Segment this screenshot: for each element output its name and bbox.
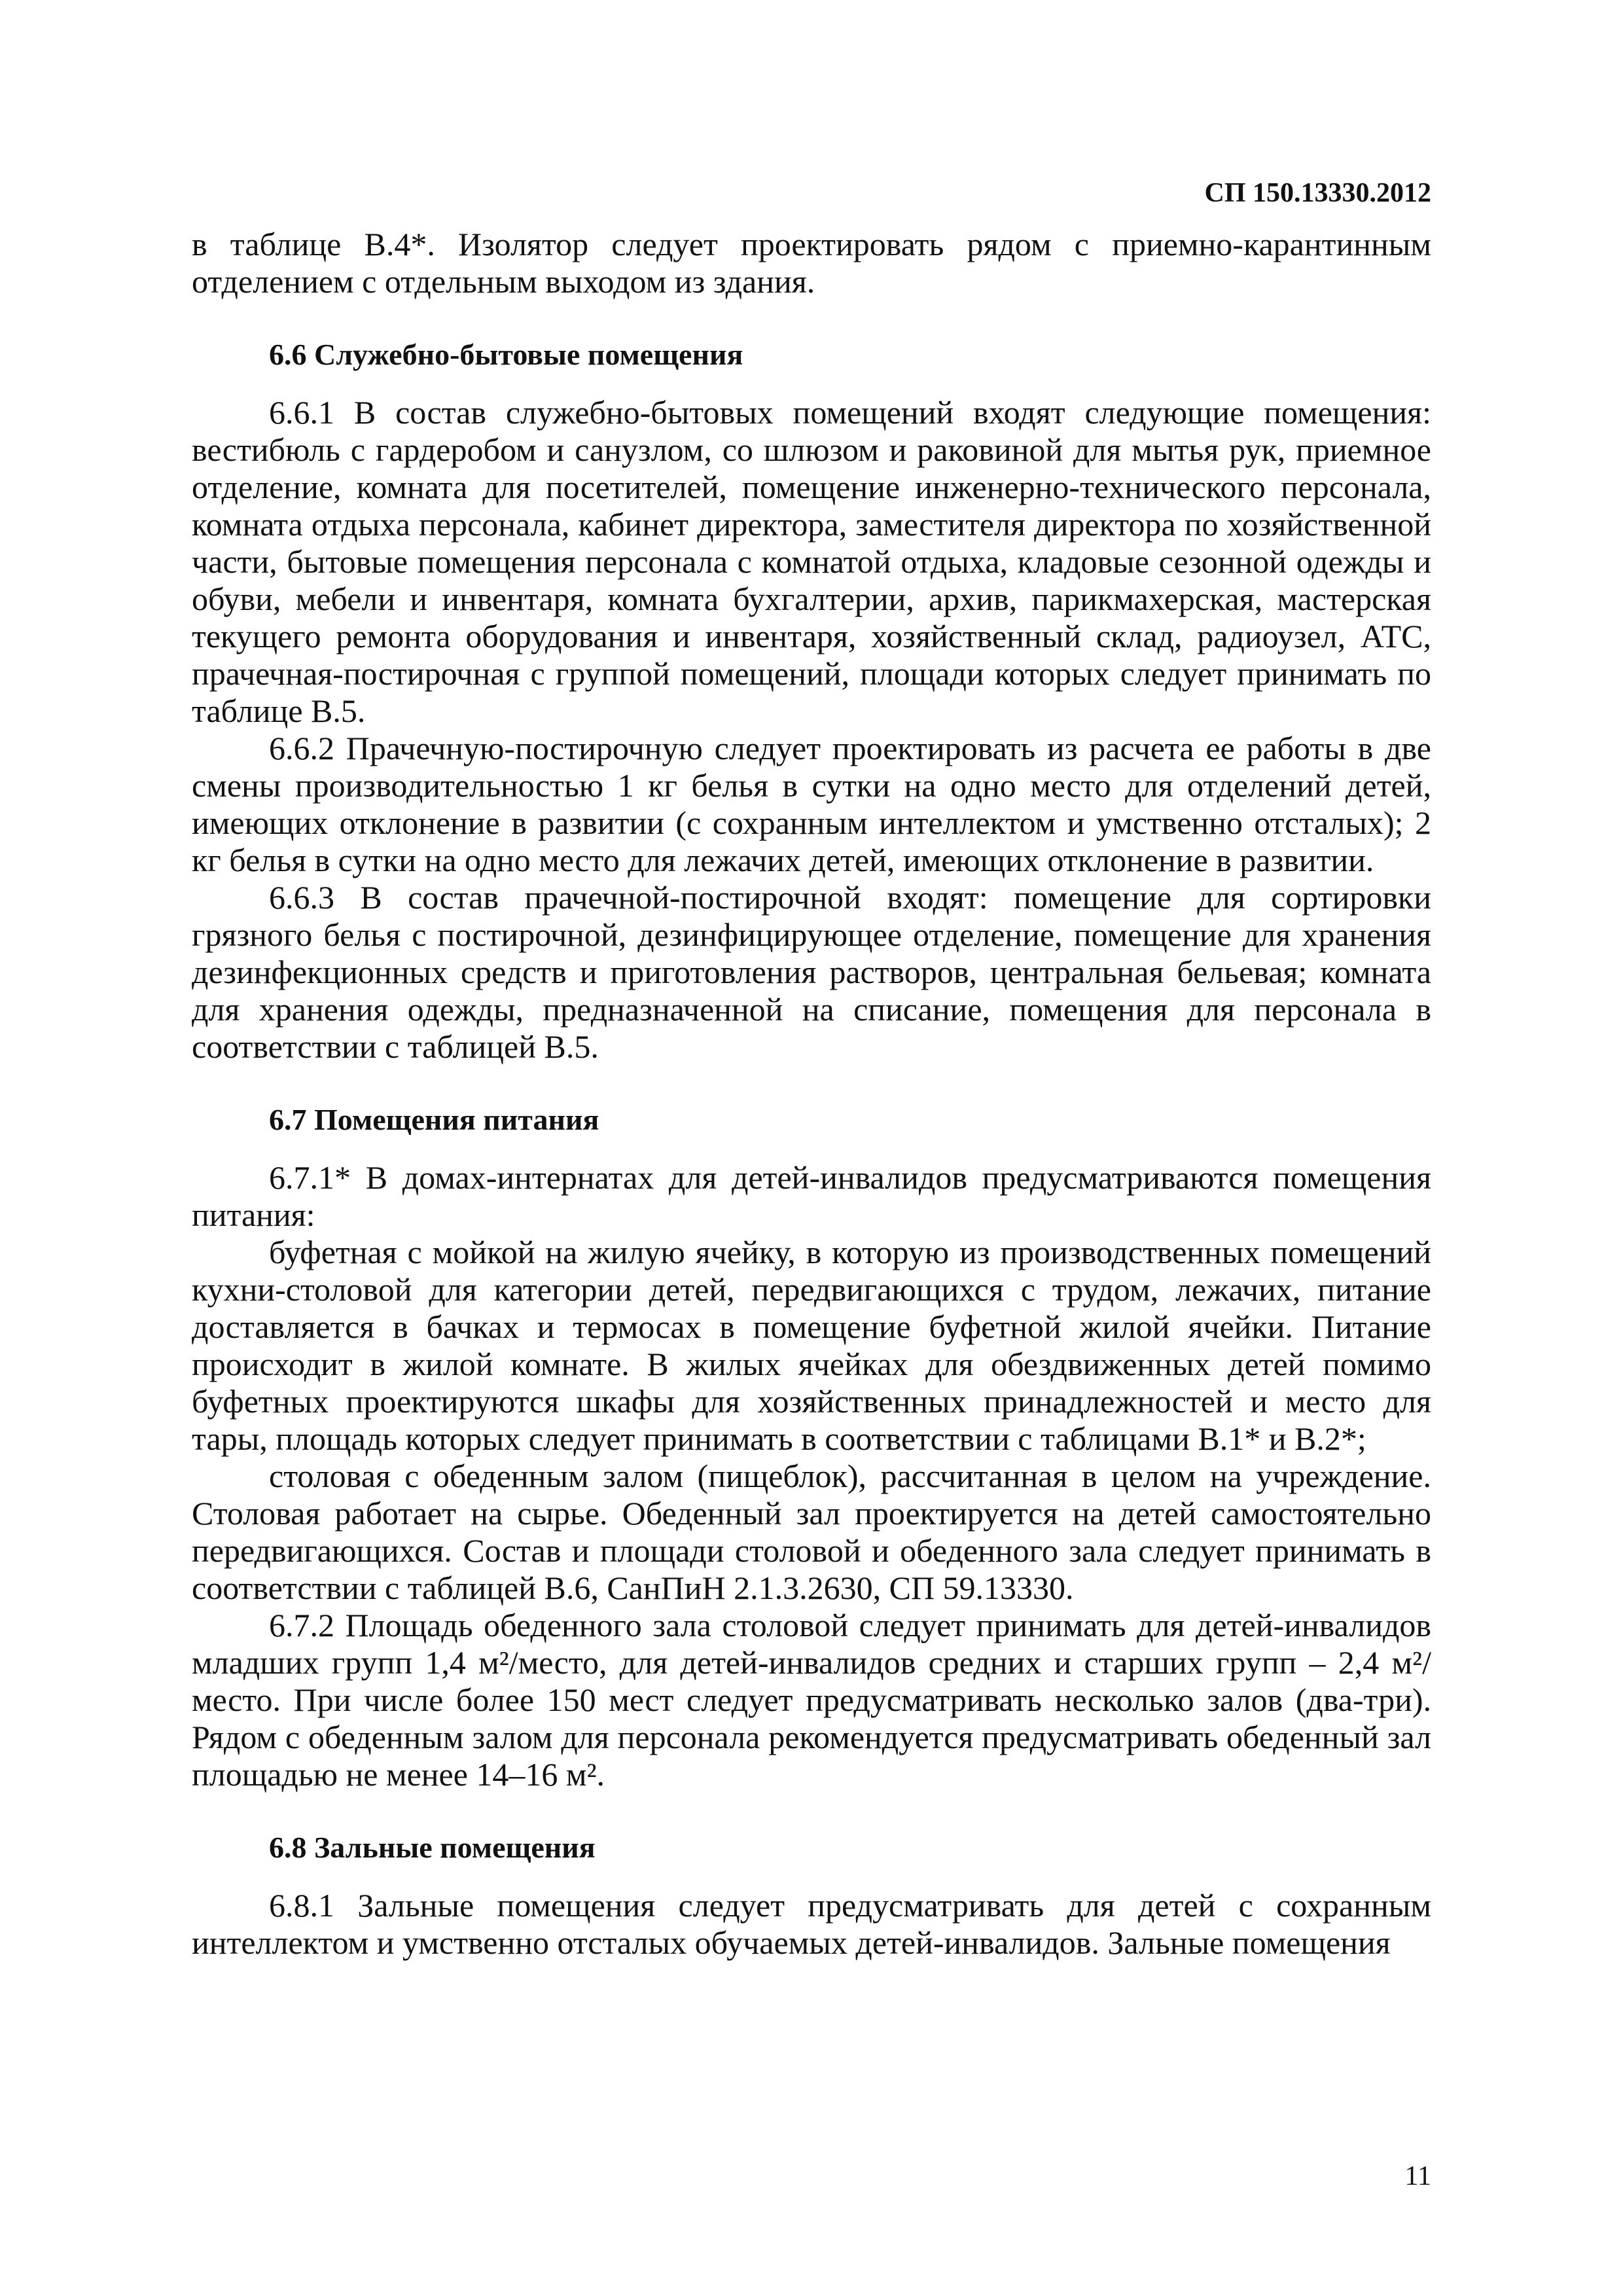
paragraph-6-6-3: 6.6.3 В состав прачечной-постирочной входят: помещение для сортировки грязного белья с постирочной, дезинфицирующее отделение, помещение для хранения дезинфекционных средств и приготовления растворов, центральная бельевая; комната для хранения одежды, предназначенной на списание, помещения для персонала в соответствии с таблицей В.5. <box>192 879 1431 1065</box>
paragraph-continuation: в таблице В.4*. Изолятор следует проектировать рядом с приемно-карантинным отделением с отдельным выходом из здания. <box>192 226 1431 300</box>
section-heading-6-8: 6.8 Зальные помещения <box>269 1831 596 1864</box>
paragraph-6-6-2: 6.6.2 Прачечную-постирочную следует проектировать из расчета ее работы в две смены производительностью 1 кг белья в сутки на одно место для отделений детей, имеющих отклонение в развитии (с сохранным интеллектом и умственно отсталых); 2 кг белья в сутки на одно место для лежачих детей, имеющих отклонение в развитии. <box>192 730 1431 878</box>
section-heading-6-7: 6.7 Помещения питания <box>269 1103 599 1136</box>
paragraph-6-7-1: 6.7.1* В домах-интернатах для детей-инвалидов предусматриваются помещения питания: <box>192 1159 1431 1233</box>
paragraph-6-7-1-buffet: буфетная с мойкой на жилую ячейку, в которую из производственных помещений кухни-столовой для категории детей, передвигающихся с трудом, лежачих, питание доставляется в бачках и термосах в помещение буфетной жилой ячейки. Питание происходит в жилой комнате. В жилых ячейках для обездвиженных детей помимо буфетных проектируются шкафы для хозяйственных принадлежностей и место для тары, площадь которых следует принимать в соответствии с таблицами В.1* и В.2*; <box>192 1234 1431 1457</box>
page-number: 11 <box>1404 2161 1431 2191</box>
document-body <box>192 226 1431 1962</box>
section-heading-6-6: 6.6 Служебно-бытовые помещения <box>269 338 743 371</box>
document-code-header: СП 150.13330.2012 <box>1204 178 1431 208</box>
paragraph-6-8-1: 6.8.1 Зальные помещения следует предусматривать для детей с сохранным интеллектом и умственно отсталых обучаемых детей-инвалидов. Зальные помещения <box>192 1887 1431 1961</box>
paragraph-6-7-1-canteen: столовая с обеденным залом (пищеблок), рассчитанная в целом на учреждение. Столовая работает на сырье. Обеденный зал проектируется на детей самостоятельно передвигающихся. Состав и площади столовой и обеденного зала следует принимать в соответствии с таблицей В.6, СанПиН 2.1.3.2630, СП 59.13330. <box>192 1458 1431 1606</box>
paragraph-6-7-2: 6.7.2 Площадь обеденного зала столовой следует принимать для детей-инвалидов младших групп 1,4 м²/место, для детей-инвалидов средних и старших групп – 2,4 м²/место. При числе более 150 мест следует предусматривать несколько залов (два-три). Рядом с обеденным залом для персонала рекомендуется предусматривать обеденный зал площадью не менее 14–16 м². <box>192 1607 1431 1793</box>
paragraph-6-6-1: 6.6.1 В состав служебно-бытовых помещений входят следующие помещения: вестибюль с гардеробом и санузлом, со шлюзом и раковиной для мытья рук, приемное отделение, комната для посетителей, помещение инженерно-технического персонала, комната отдыха персонала, кабинет директора, заместителя директора по хозяйственной части, бытовые помещения персонала с комнатой отдыха, кладовые сезонной одежды и обуви, мебели и инвентаря, комната бухгалтерии, архив, парикмахерская, мастерская текущего ремонта оборудования и инвентаря, хозяйственный склад, радиоузел, АТС, прачечная-постирочная с группой помещений, площади которых следует принимать по таблице В.5. <box>192 394 1431 729</box>
